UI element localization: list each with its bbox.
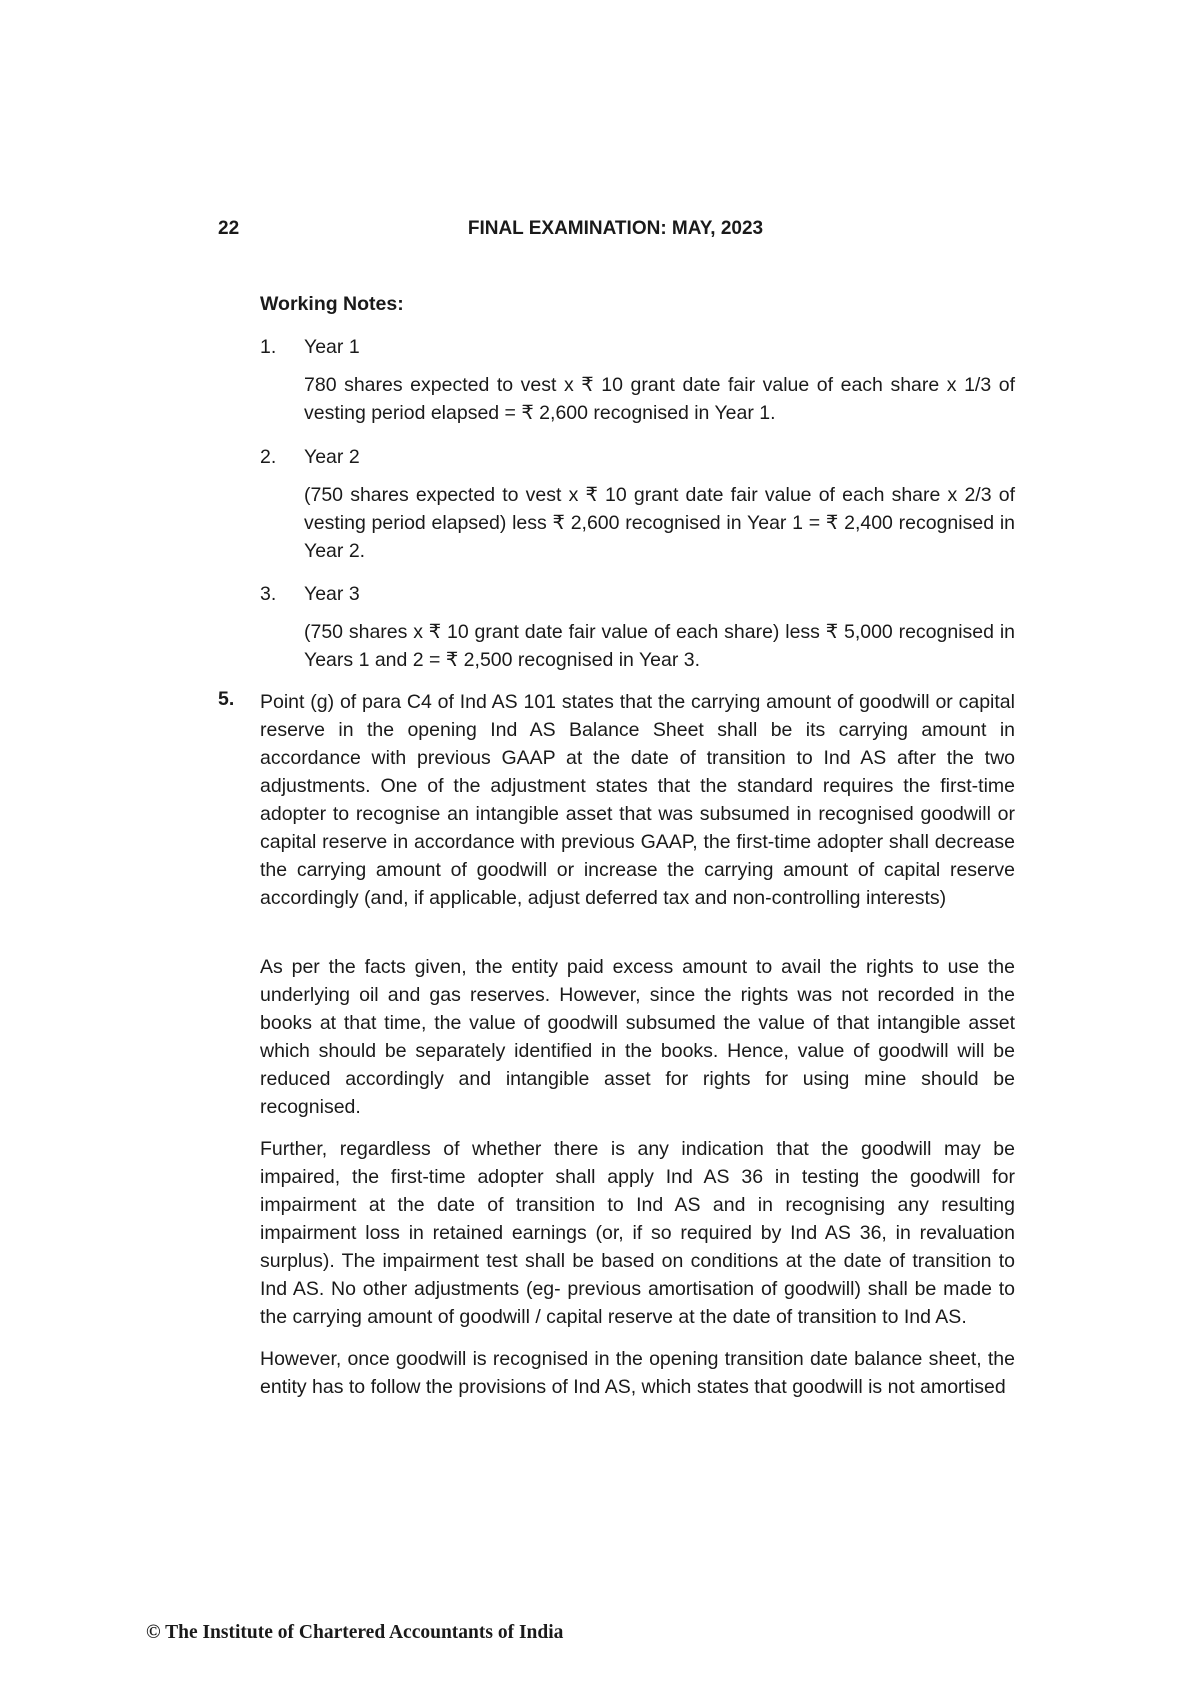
question-5-paragraph-3: Further, regardless of whether there is any indication that the goodwill may be impaired, the first-time adopter shall apply Ind AS 36 in testing the goodwill for impairment at the date of transition to Ind AS and in recognising any resulting impairment loss in retained earnings (or, if so required by Ind AS 36, in revaluation surplus). The impairment test shall be based on conditions at the date of transition to Ind AS. No other adjustments (eg- previous amortisation of goodwill) shall be made to the carrying amount of goodwill / capital reserve at the date of transition to Ind AS. <box>260 1138 1015 1328</box>
question-5-paragraph-1: Point (g) of para C4 of Ind AS 101 states that the carrying amount of goodwill or capital reserve in the opening Ind AS Balance Sheet shall be its carrying amount in accordance with previous GAAP at the date of transition to Ind AS after the two adjustments. One of the adjustment states that the standard requires the first-time adopter to recognise an intangible asset that was subsumed in recognised goodwill or capital reserve in accordance with previous GAAP, the first-time adopter shall decrease the carrying amount of goodwill or increase the carrying amount of capital reserve accordingly (and, if applicable, adjust deferred tax and non-controlling interests) <box>260 691 1015 909</box>
note-2-text: (750 shares expected to vest x ₹ 10 grant date fair value of each share x 2/3 of vesting period elapsed) less ₹ 2,600 recognised in Year 1 = ₹ 2,400 recognised in Year 2. <box>304 484 1015 562</box>
question-5-number: 5. <box>218 688 235 710</box>
question-5-paragraph-4: However, once goodwill is recognised in the opening transition date balance sheet, the entity has to follow the provisions of Ind AS, which states that goodwill is not amortised <box>260 1348 1015 1398</box>
note-2-number: 2. <box>260 446 277 468</box>
note-3-number: 3. <box>260 583 277 605</box>
note-1-text: 780 shares expected to vest x ₹ 10 grant date fair value of each share x 1/3 of vesting period elapsed = ₹ 2,600 recognised in Year 1. <box>304 374 1015 424</box>
note-1-label: Year 1 <box>304 336 360 358</box>
note-3-label: Year 3 <box>304 583 360 605</box>
note-1-number: 1. <box>260 336 277 358</box>
page-title: FINAL EXAMINATION: MAY, 2023 <box>467 218 764 239</box>
note-2-label: Year 2 <box>304 446 360 468</box>
note-3-text: (750 shares x ₹ 10 grant date fair value of each share) less ₹ 5,000 recognised in Years 1 and 2 = ₹ 2,500 recognised in Year 3. <box>304 621 1015 671</box>
footer-copyright: © The Institute of Chartered Accountants of India <box>146 1622 564 1643</box>
working-notes-heading: Working Notes: <box>260 293 404 315</box>
page-number: 22 <box>218 218 240 239</box>
question-5-paragraph-2: As per the facts given, the entity paid excess amount to avail the rights to use the underlying oil and gas reserves. However, since the rights was not recorded in the books at that time, the value of goodwill subsumed the value of that intangible asset which should be separately identified in the books. Hence, value of goodwill will be reduced accordingly and intangible asset for rights for using mine should be recognised. <box>260 956 1015 1118</box>
